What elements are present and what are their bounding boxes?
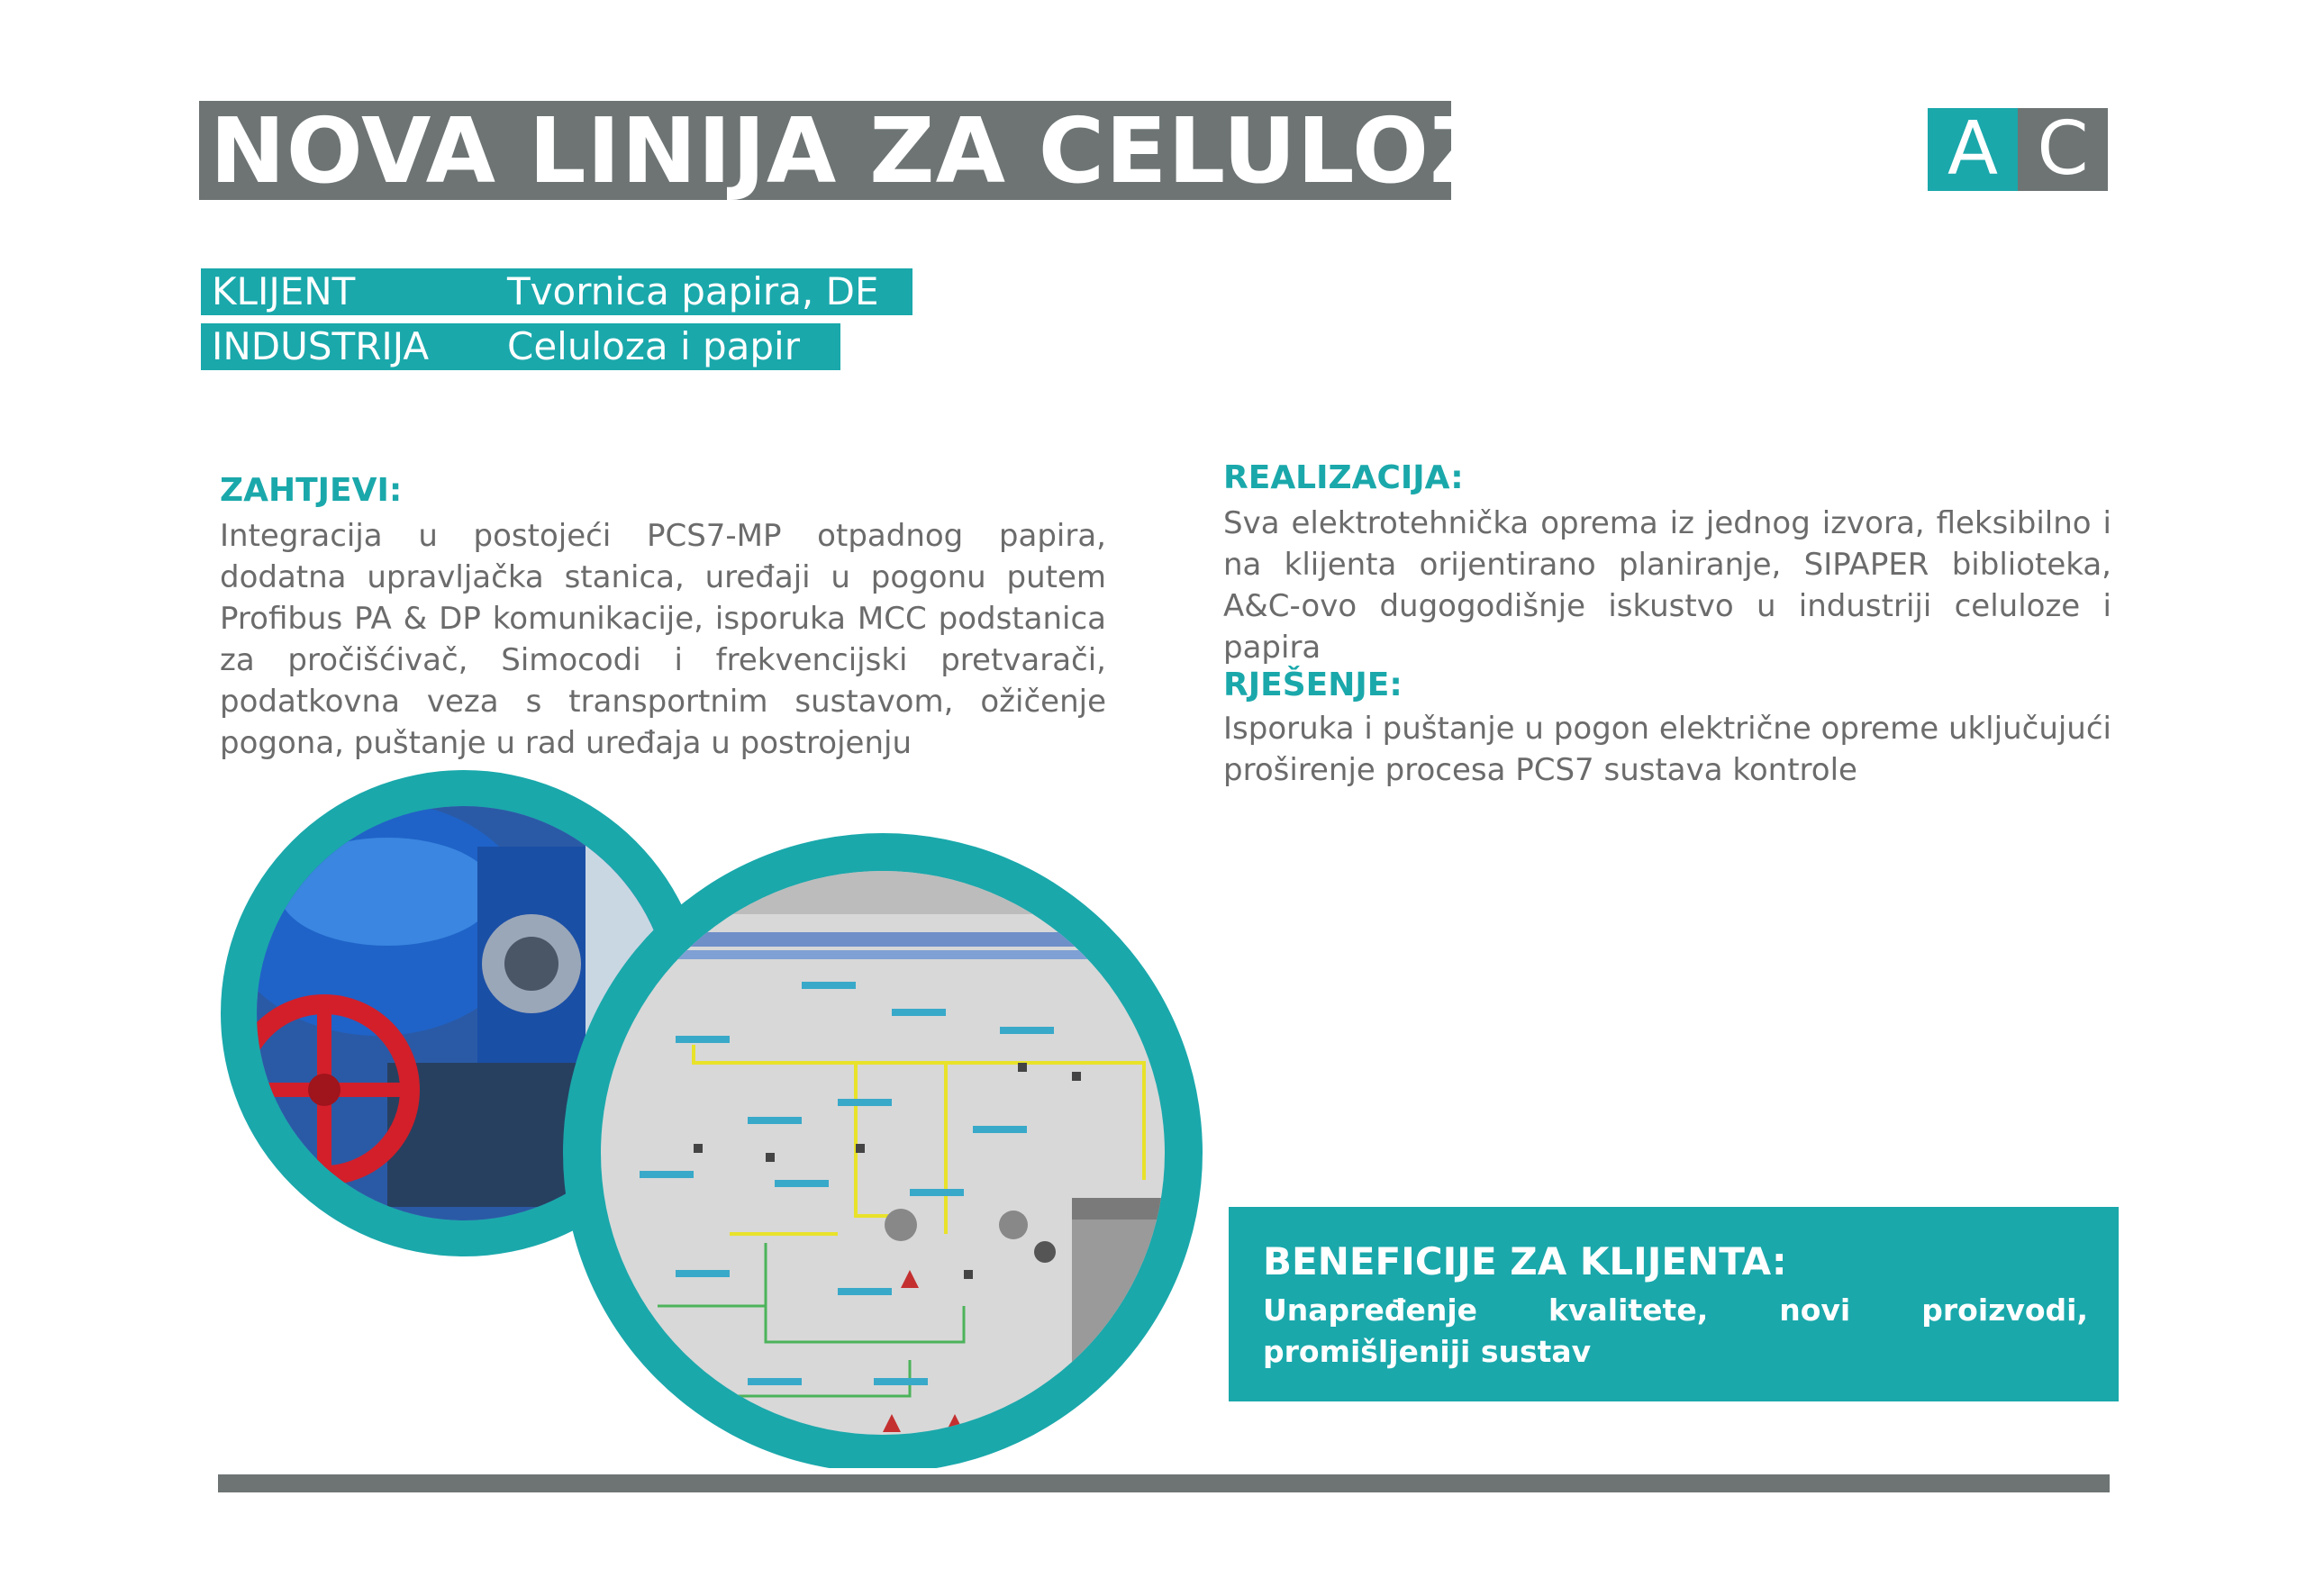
- benefits-heading: BENEFICIJE ZA KLIJENTA:: [1263, 1239, 1787, 1283]
- footer-bar: [218, 1474, 2110, 1492]
- logo-letter-a: A: [1928, 108, 2018, 191]
- industry-value: Celuloza i papir: [507, 324, 800, 368]
- benefits-box: [1229, 1207, 2119, 1401]
- solution-heading: RJEŠENJE:: [1223, 667, 1403, 703]
- realization-heading: REALIZACIJA:: [1223, 459, 1464, 496]
- photo-collage: [207, 766, 1207, 1468]
- requirements-text: Integracija u postojeći PCS7-MP otpadnog papira, dodatna upravljačka stanica, uređaji u pogonu putem Profibus PA & DP komunikacije, isporuka MCC podstanica za pročišćivač, Simocodi i frekvencijski pretvarači, podatkovna veza s transportnim sustavom, ožičenje pogona, puštanje u rad uređaja u postrojenju: [220, 518, 1106, 761]
- solution-text: Isporuka i puštanje u pogon električne opreme uključujući proširenje procesa PCS7 sustava kontrole: [1223, 711, 2111, 788]
- requirements-heading: ZAHTJEVI:: [220, 472, 403, 509]
- industry-label: INDUSTRIJA: [212, 324, 430, 368]
- company-logo: [1928, 108, 2108, 191]
- realization-text: Sva elektrotehnička oprema iz jednog izvora, fleksibilno i na klijenta orijentirano planiranje, SIPAPER biblioteka, A&C-ovo dugogodišnje iskustvo u industriji celuloze i papira: [1223, 505, 2111, 666]
- industry-row: [201, 323, 840, 370]
- scada-screenshot: [563, 833, 1203, 1468]
- client-label: KLIJENT: [212, 269, 356, 313]
- client-row: [201, 268, 912, 315]
- logo-letter-c: C: [2018, 108, 2108, 191]
- benefits-text: Unapređenje kvalitete, novi proizvodi, promišljeniji sustav: [1263, 1292, 2088, 1369]
- client-value: Tvornica papira, DE: [507, 269, 879, 313]
- page-title: NOVA LINIJA ZA CELULOZU: [210, 98, 1570, 204]
